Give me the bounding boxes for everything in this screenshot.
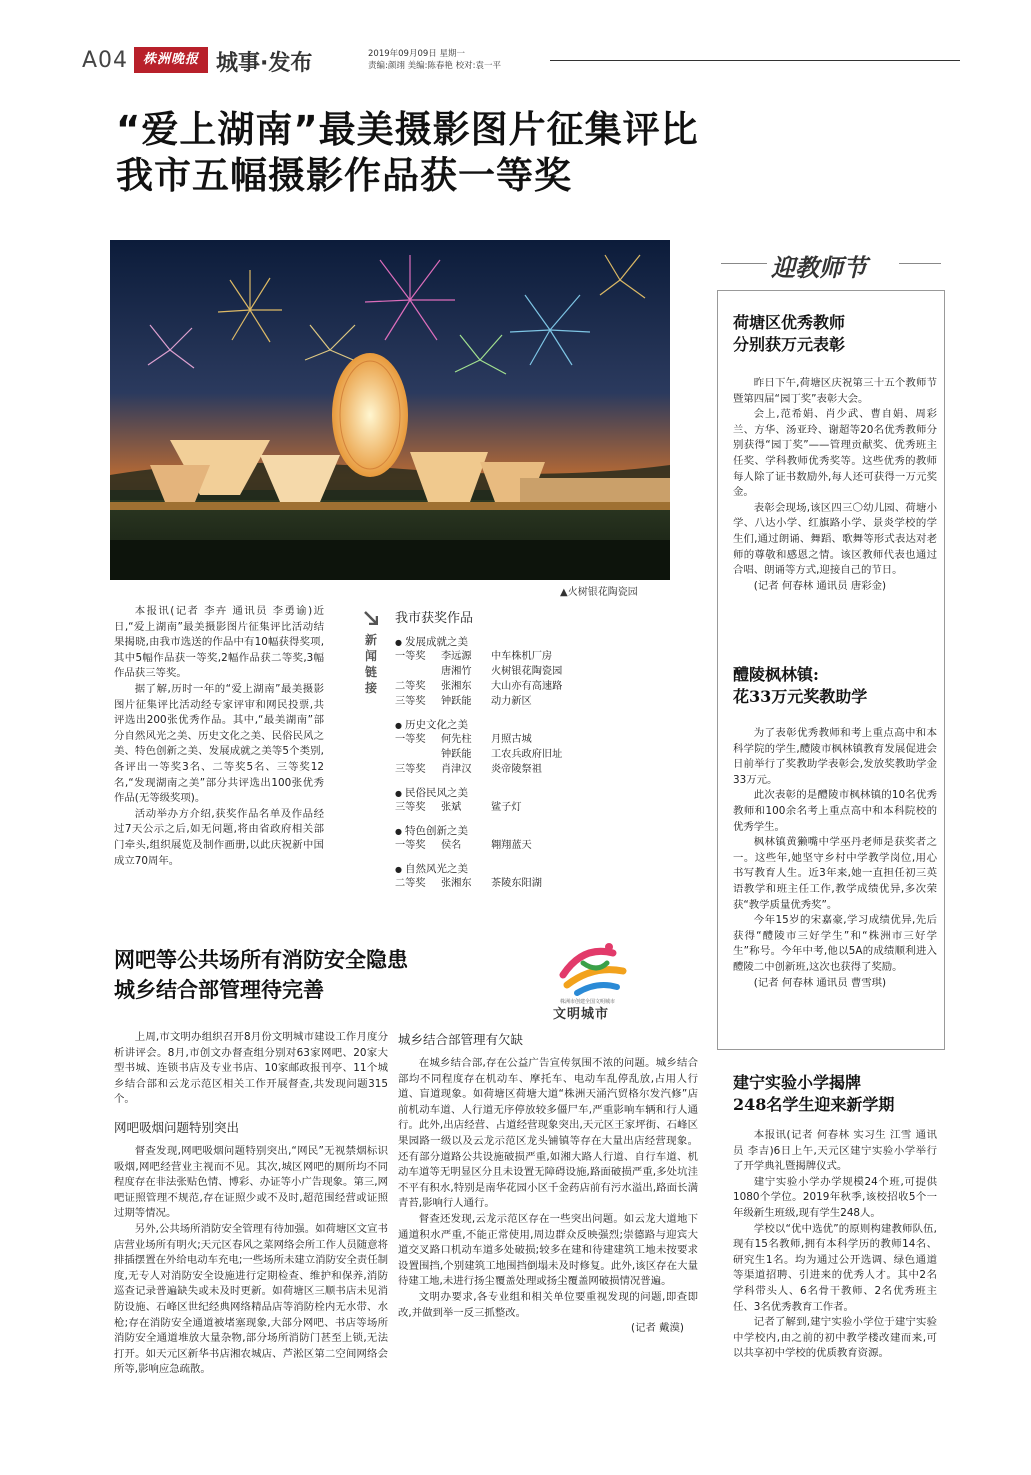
- teacher-story-3: [733, 1072, 937, 1362]
- award-work: 火树银花陶瓷园: [491, 666, 563, 677]
- story-headline: 建宁实验小学揭牌: [733, 1073, 862, 1092]
- story-paragraph: 本报讯(记者 何春林 实习生 江雪 通讯员 李吉)6日上午,天元区建宁实验小学举行了开学典礼暨揭牌仪式。: [733, 1129, 937, 1173]
- award-row: [395, 747, 695, 762]
- story-credit: (记者 何春林 通讯员 曹雪琪): [753, 976, 887, 989]
- news-link-tag: [360, 610, 382, 696]
- story2-subhead: 网吧吸烟问题特别突出: [114, 1119, 240, 1135]
- story2-headline-line1: 网吧等公共场所有消防安全隐患: [114, 948, 408, 972]
- story2-paragraph: 另外,公共场所消防安全管理有待加强。如荷塘区文宣书店营业场所有明火;天元区春风之菜网络会所工作人员随意将排插摆置在外给电动车充电;一些场所未建立消防安全责任制度,无专人对消防安全设施进行定期检查、维护和保养,消防巡查记录普遍缺失或未及时更新。如荷塘区三顺书店未见消防设施、石峰区世纪经典网络精品店等消防栓内无水带、水枪;存在消防安全通道被堵塞现象,大部分网吧、书店等场所消防安全通道堆放大量杂物,部分场所消防门甚至上锁,无法打开。如天元区新华书店湘农城店、芦淞区第二空间网络会所等,影响应急疏散。: [114, 1222, 388, 1376]
- story2-paragraph: 督查还发现,云龙示范区存在一些突出问题。如云龙大道地下通道积水严重,不能正常使用,周边群众反映强烈;崇德路与迎宾大道交叉路口机动车道多处破损;较多在建和待建建筑工地未按要求设置围挡,个别建筑工地围挡倒塌未及时修复。此外,该区存在大量待建工地,未进行扬尘覆盖处理或扬尘覆盖网破损情况普遍。: [398, 1212, 698, 1288]
- award-author: 侯名: [441, 840, 462, 851]
- story2-right-column: [398, 1030, 698, 1337]
- teacher-day-banner: [717, 244, 945, 284]
- story-paragraph: 昨日下午,荷塘区庆祝第三十五个教师节暨第四届“园丁奖”表彰大会。: [733, 377, 937, 405]
- teacher-story-2: [733, 664, 937, 991]
- award-author: 李远源: [441, 651, 472, 662]
- award-row: [395, 694, 695, 709]
- story1-paragraph: 活动举办方介绍,获奖作品名单及作品经过7天公示之后,如无问题,将由省政府相关部门牵头,组织展览及制作画册,以此庆祝新中国成立70周年。: [114, 807, 324, 867]
- award-level: 一等奖: [395, 651, 426, 662]
- award-level: 一等奖: [395, 734, 426, 745]
- award-level: 三等奖: [395, 696, 426, 707]
- story2-credit: (记者 戴漠): [631, 1322, 684, 1335]
- award-work: 工农兵政府旧址: [491, 749, 563, 760]
- story2-paragraph: 文明办要求,各专业组和相关单位要重视发现的问题,即查即改,并做到举一反三抓整改。: [398, 1290, 698, 1319]
- story-headline: 醴陵枫林镇:: [733, 665, 819, 684]
- page-number: A04: [82, 48, 129, 73]
- award-level: 二等奖: [395, 878, 426, 889]
- award-category: ● 自然风光之美: [395, 861, 695, 876]
- issue-editors: 责编:颜翊 美编:陈春艳 校对:袁一平: [368, 61, 501, 71]
- awards-title: 我市获奖作品: [395, 611, 474, 626]
- award-category: ● 特色创新之美: [395, 823, 695, 838]
- story1-paragraph: 本报讯(记者 李卉 通讯员 李勇谕)近日,“爱上湖南”最美摄影图片征集评比活动结果揭晓,由我市选送的作品中有10幅获得奖项,其中5幅作品获一等奖,2幅作品获二等奖,3幅作品获三等奖。: [114, 605, 324, 680]
- award-row: [395, 800, 695, 815]
- story-paragraph: 此次表彰的是醴陵市枫林镇的10名优秀教师和100余名考上重点高中和本科院校的优秀学生。: [733, 789, 937, 833]
- story2-paragraph: 督查发现,网吧吸烟问题特别突出,“网民”无视禁烟标识吸烟,网吧经营业主视而不见。其次,城区网吧的厕所均不同程度存在非法张贴色情、博彩、办证等小广告现象。第三,网吧证照管理不规范,存在证照少或不及时,超范围经营或证照过期等情况。: [114, 1144, 388, 1220]
- teacher-story-1: [733, 312, 937, 594]
- award-category: ● 历史文化之美: [395, 717, 695, 732]
- issue-meta: [368, 48, 501, 72]
- award-level: 一等奖: [395, 840, 426, 851]
- award-level: 三等奖: [395, 802, 426, 813]
- story-headline: 248名学生迎来新学期: [733, 1095, 895, 1114]
- photo-caption: ▲火树银花陶瓷园: [560, 587, 638, 598]
- awards-body: [395, 634, 695, 891]
- story-headline: 荷塘区优秀教师: [733, 313, 846, 332]
- story2-subhead: 城乡结合部管理有欠缺: [398, 1032, 524, 1047]
- tag-char: 新: [364, 633, 377, 647]
- story-paragraph: 建宁实验小学办学规模24个班,可提供1080个学位。2019年秋季,该校招收5个一年级新生班级,现有学生248人。: [733, 1175, 937, 1219]
- story2-paragraph: 在城乡结合部,存在公益广告宣传氛围不浓的问题。城乡结合部均不同程度存在机动车、摩托车、电动车乱停乱放,占用人行道、盲道现象。如荷塘区荷塘大道“株洲天涌汽贸格尔发汽修”店前机动车道、人行道无序停放较多僵尸车,严重影响车辆和行人通行。此外,出店经营、占道经营现象突出,天元区王家坪街、石峰区果园路一级以及云龙示范区龙头铺镇等存在大量出店经营现象。还有部分道路公共设施破损严重,如湘大路人行道、自行车道、机动车道等无明显区分且未设置无障碍设施,路面破损严重,多处坑洼不平有积水,特别是南华花园小区千金药店前有污水溢出,路面长满青苔,影响行人通行。: [398, 1057, 698, 1210]
- award-author: 张湘东: [441, 878, 472, 889]
- award-row: [395, 876, 695, 891]
- tag-char: 链: [364, 665, 377, 679]
- banner-rule-right: [899, 263, 941, 264]
- section-title: 城事·发布: [216, 51, 313, 76]
- award-level: [395, 664, 441, 679]
- award-category: ● 发展成就之美: [395, 634, 695, 649]
- award-row: [395, 838, 695, 853]
- award-work: 茶陵东阳湖: [491, 878, 542, 889]
- award-work: 翱翔蓝天: [491, 840, 532, 851]
- award-row: [395, 679, 695, 694]
- story-paragraph: 表彰会现场,该区四三〇幼儿园、荷塘小学、八达小学、红旗路小学、景炎学校的学生们,通过朗诵、舞蹈、歌舞等形式表达对老师的尊敬和感恩之情。该区教师代表也通过合唱、朗诵等方式,迎接自己的节日。: [733, 501, 937, 577]
- award-author: 唐湘竹: [441, 666, 472, 677]
- story2-lead: 上周,市文明办组织召开8月份文明城市建设工作月度分析讲评会。8月,市创文办督查组分别对63家网吧、20家大型书城、连锁书店及专业书店、10家邮政报刊亭、11个城乡结合部和云龙示范区相关工作开展督查,共发现问题315个。: [114, 1031, 388, 1106]
- award-row: [395, 664, 695, 679]
- story2-headline-line2: 城乡结合部管理待完善: [114, 978, 324, 1002]
- story1-paragraph: 据了解,历时一年的“爱上湖南”最美摄影图片征集评比活动经专家评审和网民投票,共评选出200张优秀作品。其中,“最美湖南”部分自然风光之美、历史文化之美、民俗民风之美、特色创新之美、发展成就之美等5个类别,各评出一等奖3名、二等奖5名、三等奖12名,“发现湖南之美”部分共评选出100张优秀作品(无等级奖项)。: [114, 682, 324, 805]
- logo-subtitle: 株洲市创建全国文明城市: [560, 999, 616, 1005]
- award-author: 钟跃能: [441, 696, 472, 707]
- issue-date: 2019年09月09日 星期一: [368, 49, 465, 59]
- headline-line1: “爱上湖南”最美摄影图片征集评比: [116, 108, 699, 151]
- story-paragraph: 为了表彰优秀教师和考上重点高中和本科学院的学生,醴陵市枫林镇教育发展促进会日前举行了奖教助学表彰会,发放奖教助学金33万元。: [733, 727, 937, 786]
- award-author: 张斌: [441, 802, 462, 813]
- award-work: 大山亦有高速路: [491, 681, 563, 692]
- award-work: 炎帝陵祭祖: [491, 764, 542, 775]
- story2-left-column: [114, 1030, 388, 1378]
- story1-body: [114, 604, 324, 869]
- story-paragraph: 记者了解到,建宁实验小学位于建宁实验中学校内,由之前的初中教学楼改建而来,可以共享初中学校的优质教育资源。: [733, 1316, 937, 1360]
- tag-char: 闻: [364, 649, 377, 663]
- header-rule: [550, 60, 960, 61]
- award-work: 中车株机厂房: [491, 651, 553, 662]
- story-headline: 分别获万元表彰: [733, 335, 846, 354]
- headline-line2: 我市五幅摄影作品获一等奖: [116, 154, 572, 197]
- story-paragraph: 会上,范希娟、肖少武、曹自娟、周彩兰、方华、汤亚玲、谢超等20名优秀教师分别获得“园丁奖”——管理贡献奖、优秀班主任奖、学科教师优秀奖等。这些优秀的教师每人除了证书数励外,每人还可获得一万元奖金。: [733, 408, 937, 499]
- banner-title: 迎教师节: [771, 253, 867, 282]
- award-row: [395, 649, 695, 664]
- award-level: 二等奖: [395, 681, 426, 692]
- story-paragraph: 枫林镇黄獭嘴中学巫丹老师是获奖者之一。这些年,她坚守乡村中学教学岗位,用心书写教育人生。近3年来,她一直担任初三英语教学和班主任工作,教学成绩优异,多次荣获“教学质量优秀奖”。: [733, 836, 937, 911]
- award-row: [395, 732, 695, 747]
- logo-text: 文明城市: [553, 1007, 610, 1022]
- story-credit: (记者 何春林 通讯员 唐彩金): [753, 579, 887, 592]
- award-author: 钟跃能: [441, 749, 472, 760]
- award-row: [395, 762, 695, 777]
- award-category: ● 民俗民风之美: [395, 785, 695, 800]
- awards-list: [395, 607, 695, 891]
- newspaper-logo: 株洲晚报: [134, 47, 208, 73]
- award-author: 张湘东: [441, 681, 472, 692]
- banner-rule-left: [721, 263, 767, 264]
- story-paragraph: 学校以“优中选优”的原则构建教师队伍,现有15名教师,拥有本科学历的教师14名、研究生1名。均为通过公开选调、绿色通道等渠道招聘、引进来的优秀人才。其中2名学科带头人、6名骨干教师、2名优秀班主任、3名优秀教育工作者。: [733, 1222, 937, 1313]
- award-author: 何先柱: [441, 734, 472, 745]
- award-work: 月照古城: [491, 734, 532, 745]
- tag-char: 接: [364, 681, 377, 695]
- award-level: 三等奖: [395, 764, 426, 775]
- award-level: [395, 747, 441, 762]
- main-photo: [110, 240, 670, 580]
- award-work: 动力新区: [491, 696, 532, 707]
- award-author: 肖津汉: [441, 764, 472, 775]
- story2-headline: [114, 945, 514, 1005]
- main-headline: [116, 107, 936, 199]
- story-headline: 花33万元奖教助学: [733, 687, 868, 706]
- arrow-icon: [364, 610, 378, 624]
- fireworks-illustration: [110, 240, 670, 580]
- award-work: 鲨子灯: [491, 802, 522, 813]
- story-paragraph: 今年15岁的宋嘉豪,学习成绩优异,先后获得“醴陵市三好学生”和“株洲市三好学生”称号。今年中考,他以5A的成绩顺利进入醴陵二中创新班,这次也获得了奖励。: [733, 914, 937, 973]
